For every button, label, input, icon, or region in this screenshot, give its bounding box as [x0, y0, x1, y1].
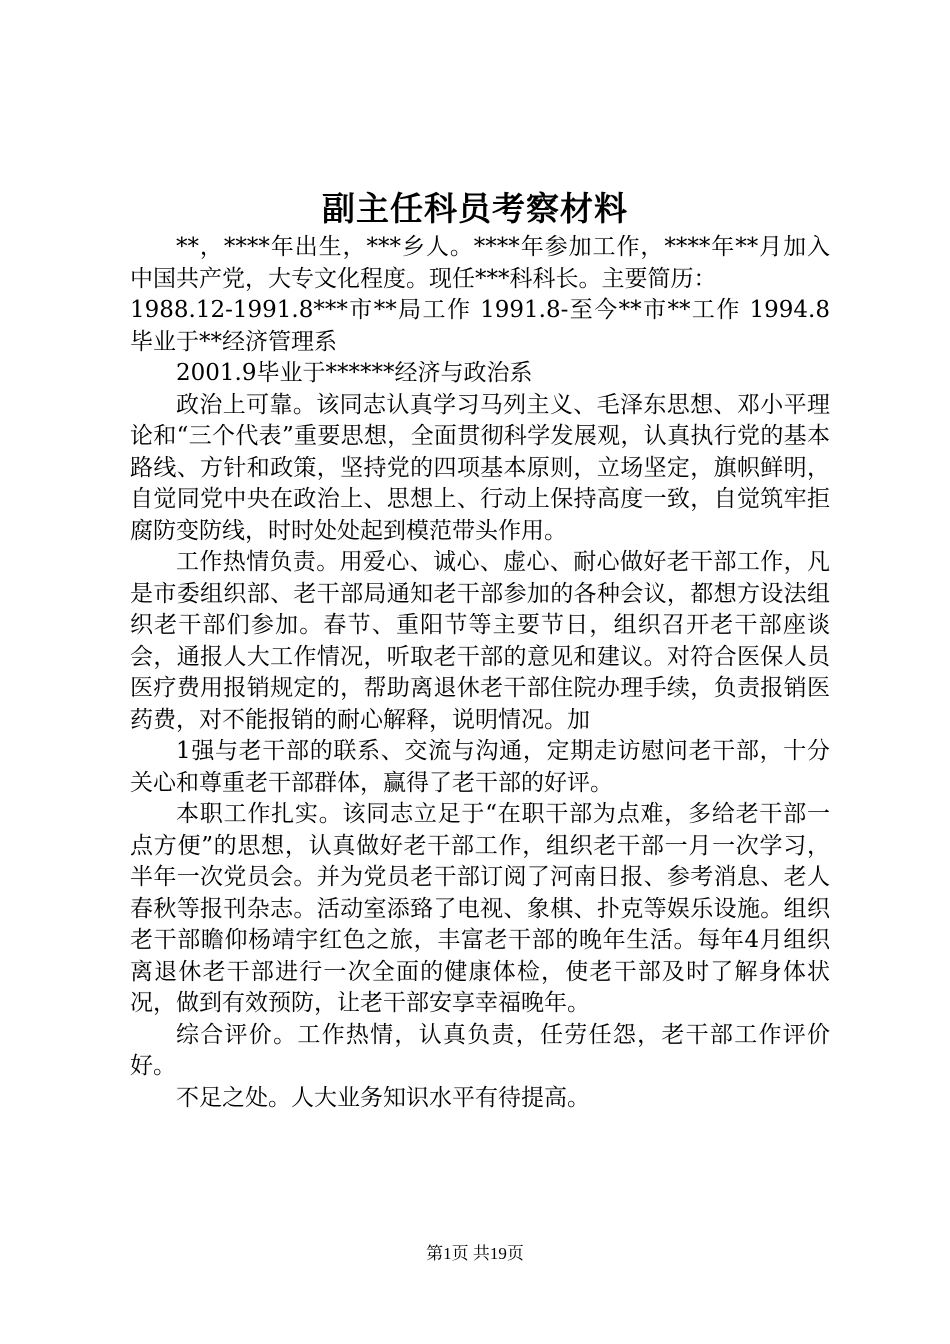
paragraph-duty: 本职工作扎实。该同志立足于“在职干部为点难，多给老干部一点方便”的思想，认真做好老干部工作，组织老干部一月一次学习，半年一次党员会。并为党员老干部订阅了河南日报、参考消息、老人春秋等报刊杂志。活动室添臵了电视、象棋、扑克等娱乐设施。组织老干部瞻仰杨靖宇红色之旅，丰富老干部的晚年生活。每年4月组织离退休老干部进行一次全面的健康体检，使老干部及时了解身体状况，做到有效预防，让老干部安享幸福晚年。 [130, 801, 830, 1016]
paragraph-work-enthusiasm: 工作热情负责。用爱心、诚心、虚心、耐心做好老干部工作，凡是市委组织部、老干部局通知老干部参加的各种会议，都想方设法组织老干部们参加。春节、重阳节等主要节日，组织召开老干部座谈会，通报人大工作情况，听取老干部的意见和建议。对符合医保人员医疗费用报销规定的，帮助离退休老干部住院办理手续，负责报销医药费，对不能报销的耐心解释，说明情况。加 [130, 549, 830, 733]
paragraph-evaluation: 综合评价。工作热情，认真负责，任劳任怨，老干部工作评价好。 [130, 1021, 830, 1079]
paragraph-shortcomings: 不足之处。人大业务知识水平有待提高。 [176, 1084, 590, 1111]
page-number-footer: 第1页 共19页 [426, 1244, 524, 1263]
document-title: 副主任科员考察材料 [322, 189, 628, 228]
paragraph-resume-2001: 2001.9毕业于******经济与政治系 [176, 360, 533, 386]
paragraph-intro: **，****年出生，***乡人。****年参加工作，****年**月加入中国共产党，大专文化程度。现任***科科长。主要简历： [130, 234, 831, 292]
paragraph-communication: 1强与老干部的联系、交流与沟通，定期走访慰问老干部，十分关心和尊重老干部群体，赢得了老干部的好评。 [130, 738, 830, 796]
paragraph-politics: 政治上可靠。该同志认真学习马列主义、毛泽东思想、邓小平理论和“三个代表”重要思想，全面贯彻科学发展观，认真执行党的基本路线、方针和政策，坚持党的四项基本原则，立场坚定，旗帜鲜明，自觉同党中央在政治上、思想上、行动上保持高度一致，自觉筑牢拒腐防变防线，时时处处起到模范带头作用。 [130, 391, 830, 544]
paragraph-resume: 1988.12-1991.8***市**局工作 1991.8-至今**市**工作 1994.8毕业于**经济管理系 [130, 297, 830, 355]
document-body [130, 232, 830, 1114]
